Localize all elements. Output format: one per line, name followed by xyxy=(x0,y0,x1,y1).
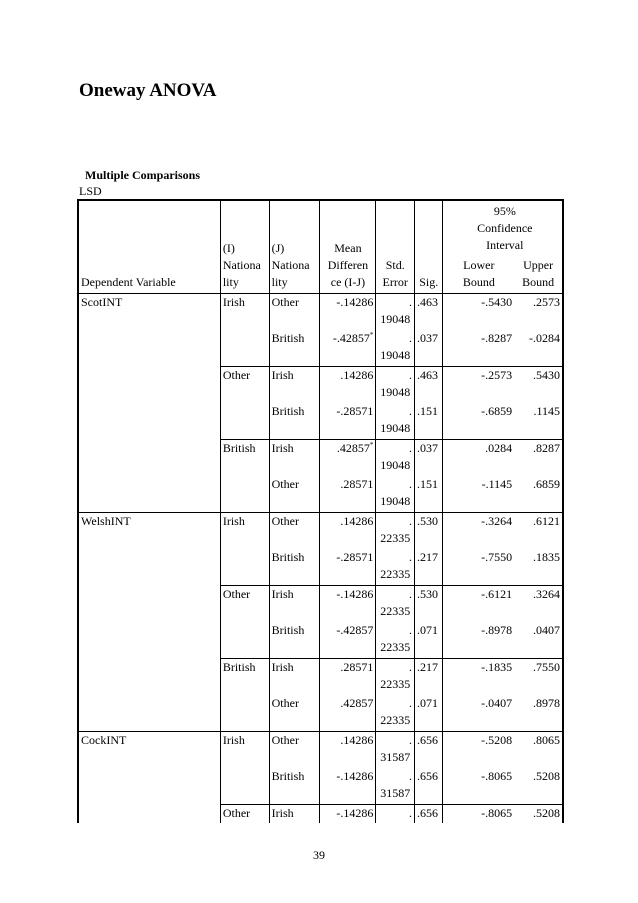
cell-std-error: . 19048 xyxy=(376,367,415,404)
cell-i-nationality xyxy=(220,330,269,367)
cell-j-nationality: Irish xyxy=(269,586,320,623)
cell-dependent-variable xyxy=(78,403,220,440)
cell-sig: .037 xyxy=(415,440,443,477)
cell-std-error: . 19048 xyxy=(376,476,415,513)
cell-std-error: . 31587 xyxy=(376,732,415,769)
cell-i-nationality: British xyxy=(220,440,269,477)
section-heading: Oneway ANOVA xyxy=(79,80,217,101)
cell-lower-bound: -.6121 xyxy=(443,586,514,623)
significance-marker: * xyxy=(369,331,374,339)
cell-i-nationality xyxy=(220,549,269,586)
cell-j-nationality: British xyxy=(269,330,320,367)
cell-dependent-variable xyxy=(78,586,220,623)
cell-lower-bound: -.1835 xyxy=(443,659,514,696)
cell-i-nationality: Irish xyxy=(220,732,269,769)
cell-lower-bound: -.2573 xyxy=(443,367,514,404)
cell-dependent-variable xyxy=(78,805,220,824)
cell-std-error: . xyxy=(376,805,415,824)
cell-mean-difference: .14286 xyxy=(320,513,376,550)
cell-lower-bound: -.7550 xyxy=(443,549,514,586)
cell-lower-bound: -.1145 xyxy=(443,476,514,513)
cell-dependent-variable: ScotINT xyxy=(78,294,220,331)
cell-sig: .217 xyxy=(415,659,443,696)
cell-j-nationality: Irish xyxy=(269,659,320,696)
cell-i-nationality xyxy=(220,622,269,659)
cell-mean-difference: .42857 xyxy=(320,695,376,732)
cell-mean-difference: -.42857* xyxy=(320,330,376,367)
table-row xyxy=(78,549,563,586)
cell-upper-bound: .5208 xyxy=(514,805,563,824)
table-row xyxy=(78,695,563,732)
cell-mean-difference: -.14286 xyxy=(320,805,376,824)
cell-mean-difference: .14286 xyxy=(320,732,376,769)
cell-sig: .530 xyxy=(415,513,443,550)
cell-std-error: . 22335 xyxy=(376,659,415,696)
cell-upper-bound: .1145 xyxy=(514,403,563,440)
cell-lower-bound: .0284 xyxy=(443,440,514,477)
cell-j-nationality: British xyxy=(269,622,320,659)
cell-i-nationality: Other xyxy=(220,367,269,404)
cell-j-nationality: British xyxy=(269,403,320,440)
cell-i-nationality xyxy=(220,476,269,513)
cell-upper-bound: .1835 xyxy=(514,549,563,586)
cell-j-nationality: British xyxy=(269,549,320,586)
cell-std-error: . 22335 xyxy=(376,549,415,586)
cell-mean-difference: .28571 xyxy=(320,659,376,696)
cell-dependent-variable xyxy=(78,367,220,404)
header-j-nationality: (J) Nationa lity xyxy=(269,200,320,294)
cell-sig: .071 xyxy=(415,695,443,732)
cell-upper-bound: .8287 xyxy=(514,440,563,477)
cell-dependent-variable xyxy=(78,768,220,805)
cell-mean-difference: .42857* xyxy=(320,440,376,477)
header-sig: Sig. xyxy=(415,200,443,294)
cell-std-error: . 19048 xyxy=(376,440,415,477)
table-row xyxy=(78,440,563,477)
cell-dependent-variable xyxy=(78,659,220,696)
header-upper-bound: Upper Bound xyxy=(514,200,563,294)
cell-lower-bound: -.8065 xyxy=(443,805,514,824)
cell-i-nationality: Irish xyxy=(220,513,269,550)
cell-j-nationality: Other xyxy=(269,695,320,732)
cell-dependent-variable xyxy=(78,549,220,586)
table-row xyxy=(78,659,563,696)
cell-dependent-variable xyxy=(78,695,220,732)
cell-std-error: . 19048 xyxy=(376,330,415,367)
cell-std-error: . 22335 xyxy=(376,586,415,623)
cell-upper-bound: .2573 xyxy=(514,294,563,331)
table-row xyxy=(78,294,563,331)
cell-j-nationality: British xyxy=(269,768,320,805)
cell-upper-bound: -.0284 xyxy=(514,330,563,367)
cell-upper-bound: .5208 xyxy=(514,768,563,805)
cell-i-nationality: Other xyxy=(220,805,269,824)
cell-upper-bound: .6859 xyxy=(514,476,563,513)
cell-mean-difference: .28571 xyxy=(320,476,376,513)
cell-dependent-variable: CockINT xyxy=(78,732,220,769)
table-row xyxy=(78,367,563,404)
cell-lower-bound: -.5208 xyxy=(443,732,514,769)
cell-dependent-variable xyxy=(78,440,220,477)
cell-sig: .463 xyxy=(415,294,443,331)
header-std-error: Std. Error xyxy=(376,200,415,294)
cell-j-nationality: Irish xyxy=(269,440,320,477)
table-row xyxy=(78,732,563,769)
table-row xyxy=(78,805,563,824)
cell-lower-bound: -.0407 xyxy=(443,695,514,732)
header-mean-difference: Mean Differen ce (I-J) xyxy=(320,200,376,294)
cell-mean-difference: .14286 xyxy=(320,367,376,404)
cell-i-nationality: Irish xyxy=(220,294,269,331)
cell-dependent-variable: WelshINT xyxy=(78,513,220,550)
header-confidence-interval: 95% Confidence Interval xyxy=(477,204,533,252)
cell-sig: .037 xyxy=(415,330,443,367)
table-row xyxy=(78,330,563,367)
cell-sig: .217 xyxy=(415,549,443,586)
cell-upper-bound: .0407 xyxy=(514,622,563,659)
cell-mean-difference: -.14286 xyxy=(320,294,376,331)
table-row xyxy=(78,476,563,513)
cell-upper-bound: .5430 xyxy=(514,367,563,404)
cell-std-error: . 22335 xyxy=(376,513,415,550)
significance-marker: * xyxy=(369,441,374,449)
cell-sig: .071 xyxy=(415,622,443,659)
cell-upper-bound: .6121 xyxy=(514,513,563,550)
cell-i-nationality: Other xyxy=(220,586,269,623)
cell-j-nationality: Other xyxy=(269,294,320,331)
cell-dependent-variable xyxy=(78,330,220,367)
cell-dependent-variable xyxy=(78,622,220,659)
cell-sig: .656 xyxy=(415,768,443,805)
table-title: Multiple Comparisons xyxy=(85,168,201,182)
cell-j-nationality: Other xyxy=(269,476,320,513)
cell-upper-bound: .8065 xyxy=(514,732,563,769)
cell-std-error: . 22335 xyxy=(376,622,415,659)
cell-lower-bound: -.8978 xyxy=(443,622,514,659)
table-row xyxy=(78,586,563,623)
cell-mean-difference: -.42857 xyxy=(320,622,376,659)
cell-mean-difference: -.28571 xyxy=(320,403,376,440)
table-row xyxy=(78,403,563,440)
table-subtitle: LSD xyxy=(79,184,102,198)
header-i-nationality: (I) Nationa lity xyxy=(220,200,269,294)
cell-j-nationality: Other xyxy=(269,732,320,769)
cell-upper-bound: .7550 xyxy=(514,659,563,696)
cell-mean-difference: -.28571 xyxy=(320,549,376,586)
cell-i-nationality xyxy=(220,695,269,732)
cell-i-nationality xyxy=(220,403,269,440)
cell-std-error: . 19048 xyxy=(376,403,415,440)
cell-sig: .656 xyxy=(415,805,443,824)
cell-lower-bound: -.3264 xyxy=(443,513,514,550)
cell-std-error: . 31587 xyxy=(376,768,415,805)
cell-j-nationality: Other xyxy=(269,513,320,550)
cell-mean-difference: -.14286 xyxy=(320,586,376,623)
cell-dependent-variable xyxy=(78,476,220,513)
cell-j-nationality: Irish xyxy=(269,367,320,404)
cell-lower-bound: -.8287 xyxy=(443,330,514,367)
cell-i-nationality: British xyxy=(220,659,269,696)
cell-sig: .463 xyxy=(415,367,443,404)
cell-lower-bound: -.8065 xyxy=(443,768,514,805)
multiple-comparisons-table xyxy=(77,199,564,823)
cell-lower-bound: -.6859 xyxy=(443,403,514,440)
cell-std-error: . 19048 xyxy=(376,294,415,331)
cell-mean-difference: -.14286 xyxy=(320,768,376,805)
cell-sig: .151 xyxy=(415,476,443,513)
table-row xyxy=(78,768,563,805)
page-number: 39 xyxy=(313,848,325,862)
cell-upper-bound: .3264 xyxy=(514,586,563,623)
cell-j-nationality: Irish xyxy=(269,805,320,824)
cell-upper-bound: .8978 xyxy=(514,695,563,732)
cell-sig: .151 xyxy=(415,403,443,440)
cell-i-nationality xyxy=(220,768,269,805)
cell-sig: .656 xyxy=(415,732,443,769)
cell-std-error: . 22335 xyxy=(376,695,415,732)
header-lower-bound: 95% Confidence Interval Lower Bound xyxy=(443,200,514,294)
cell-lower-bound: -.5430 xyxy=(443,294,514,331)
table-row xyxy=(78,513,563,550)
header-dependent-variable: Dependent Variable xyxy=(78,200,220,294)
cell-sig: .530 xyxy=(415,586,443,623)
table-row xyxy=(78,622,563,659)
